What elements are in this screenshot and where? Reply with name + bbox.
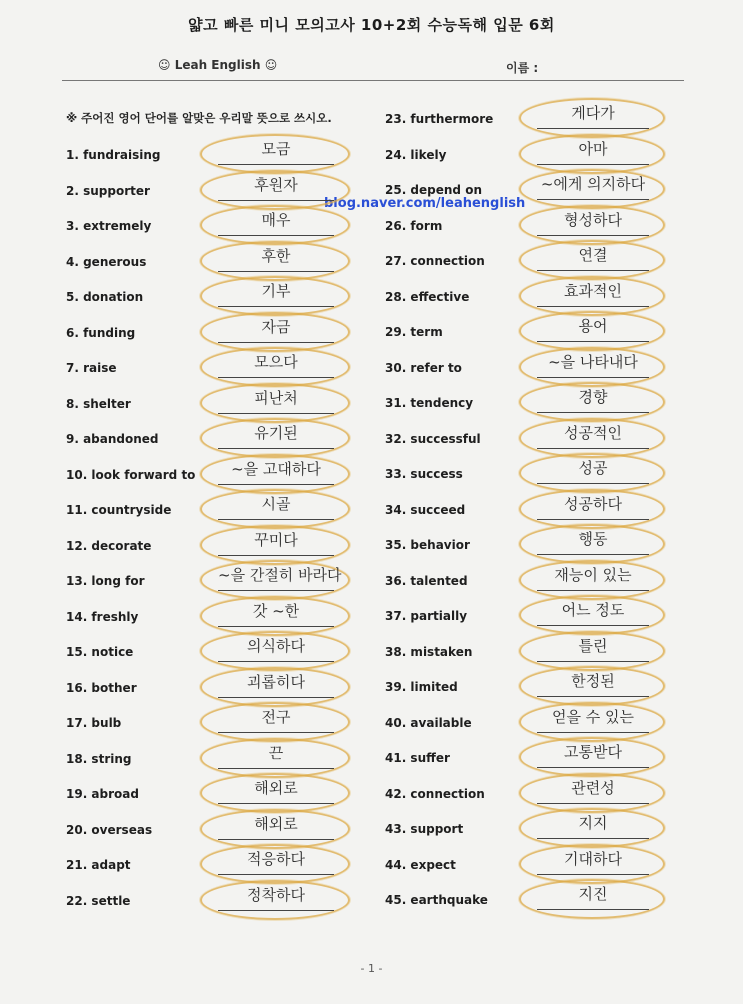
vocab-word: 23. furthermore: [385, 112, 494, 126]
answer-blank-line: [218, 377, 334, 378]
handwritten-answer: 지진: [578, 885, 608, 903]
handwritten-answer: 시골: [261, 495, 291, 513]
vocab-row: [66, 317, 366, 346]
vocab-word: 26. form: [385, 218, 443, 233]
handwritten-answer: 유기된: [254, 424, 298, 442]
vocab-word: 37. partially: [385, 609, 468, 623]
handwritten-answer: 효과적인: [564, 281, 622, 300]
blog-watermark: blog.naver.com/leahenglish: [324, 196, 526, 211]
answer-blank-line: [218, 732, 334, 733]
vocab-word: 12. decorate: [66, 538, 152, 553]
vocab-row: [385, 636, 685, 665]
answer-blank-line: [218, 768, 334, 769]
vocab-row: [385, 281, 685, 310]
handwritten-answer: 형성하다: [564, 210, 622, 229]
vocab-word: 7. raise: [66, 361, 117, 375]
answer-blank-line: [218, 839, 334, 840]
vocab-row: [66, 601, 366, 630]
answer-blank-line: [537, 554, 649, 555]
answer-blank-line: [537, 661, 649, 662]
vocab-word: 44. expect: [385, 857, 456, 872]
handwritten-answer: 한정된: [571, 672, 615, 690]
vocab-word: 33. success: [385, 467, 463, 481]
vocab-row: [66, 388, 366, 417]
vocab-word: 4. generous: [66, 254, 147, 269]
vocab-word: 35. behavior: [385, 538, 470, 552]
answer-blank-line: [537, 128, 649, 129]
vocab-word: 42. connection: [385, 786, 485, 801]
handwritten-answer: 꾸미다: [254, 530, 298, 549]
handwritten-answer: 전구: [261, 708, 291, 726]
vocab-row: [385, 707, 685, 736]
answer-blank-line: [218, 235, 334, 236]
vocab-word: 43. support: [385, 822, 464, 836]
vocab-word: 36. talented: [385, 573, 468, 588]
vocab-word: 16. bother: [66, 680, 137, 695]
handwritten-answer: 아마: [578, 139, 608, 158]
answer-blank-line: [537, 235, 649, 236]
answer-blank-line: [218, 271, 334, 272]
vocab-row: [66, 637, 366, 665]
handwritten-answer: 경향: [578, 388, 608, 406]
handwritten-answer: 매우: [261, 211, 291, 229]
answer-blank-line: [218, 342, 334, 343]
vocab-row: [385, 352, 685, 381]
vocab-row: [385, 814, 685, 842]
vocab-word: 40. available: [385, 715, 472, 730]
vocab-row: [66, 566, 366, 594]
vocab-row: [385, 423, 685, 452]
vocab-row: [66, 175, 366, 204]
handwritten-answer: ~을 나타내다: [548, 352, 638, 371]
vocab-word: 25. depend on: [385, 183, 482, 197]
handwritten-answer: 성공적인: [564, 423, 622, 442]
vocab-row: [385, 246, 685, 274]
handwritten-answer: 의식하다: [247, 637, 305, 655]
answer-blank-line: [218, 661, 334, 662]
vocab-row: [66, 743, 366, 772]
vocab-word: 45. earthquake: [385, 893, 488, 907]
handwritten-answer: 지지: [578, 814, 608, 832]
vocab-word: 1. fundraising: [66, 148, 161, 162]
handwritten-answer: 게다가: [571, 104, 615, 122]
vocab-row: [66, 282, 366, 310]
vocab-word: 31. tendency: [385, 396, 474, 410]
answer-blank-line: [218, 874, 334, 875]
vocab-word: 27. connection: [385, 254, 485, 268]
vocab-row: [66, 530, 366, 559]
handwritten-answer: 기대하다: [564, 849, 622, 868]
vocab-word: 29. term: [385, 325, 443, 339]
vocab-row: [66, 779, 366, 807]
vocab-row: [385, 317, 685, 345]
vocab-word: 2. supporter: [66, 183, 150, 198]
vocab-word: 28. effective: [385, 289, 470, 304]
answer-blank-line: [537, 696, 649, 697]
handwritten-answer: 행동: [578, 530, 608, 548]
vocab-row: [385, 601, 685, 629]
vocab-row: [385, 459, 685, 487]
answer-blank-line: [537, 483, 649, 484]
vocab-word: 24. likely: [385, 147, 447, 162]
answer-blank-line: [537, 164, 649, 165]
header-divider: [62, 80, 684, 81]
answer-blank-line: [537, 519, 649, 520]
instruction-text: ※ 주어진 영어 단어를 알맞은 우리말 뜻으로 쓰시오.: [66, 111, 332, 125]
vocab-row: [385, 565, 685, 594]
vocab-word: 6. funding: [66, 325, 136, 340]
answer-blank-line: [537, 412, 649, 413]
vocab-word: 9. abandoned: [66, 432, 159, 446]
answer-blank-line: [218, 164, 334, 165]
handwritten-answer: 모으다: [254, 353, 298, 371]
vocab-row: [385, 530, 685, 558]
vocab-word: 39. limited: [385, 680, 458, 694]
handwritten-answer: 해외로: [254, 779, 298, 797]
handwritten-answer: 자금: [261, 317, 291, 336]
handwritten-answer: 피난처: [254, 388, 298, 407]
page-number: - 1 -: [360, 962, 383, 975]
vocab-row: [66, 424, 366, 452]
name-label: 이름 :: [506, 61, 539, 75]
answer-blank-line: [218, 697, 334, 698]
handwritten-answer: 관련성: [571, 778, 615, 797]
vocab-row: [66, 850, 366, 878]
vocab-row: [385, 672, 685, 700]
vocab-row: [66, 140, 366, 168]
answer-blank-line: [218, 306, 334, 307]
vocab-row: [66, 246, 366, 275]
author-label: ☺ Leah English ☺: [158, 58, 278, 72]
handwritten-answer: 재능이 있는: [554, 565, 632, 584]
handwritten-answer: ~을 고대하다: [231, 459, 321, 478]
answer-blank-line: [537, 874, 649, 875]
answer-blank-line: [537, 732, 649, 733]
vocab-row: [385, 175, 685, 203]
vocab-row: [385, 885, 685, 913]
handwritten-answer: 얻을 수 있는: [552, 707, 634, 726]
vocab-word: 18. string: [66, 751, 132, 766]
vocab-row: [385, 849, 685, 878]
vocab-row: [66, 495, 366, 523]
handwritten-answer: 틀린: [578, 636, 608, 655]
vocab-word: 38. mistaken: [385, 644, 473, 659]
handwritten-answer: 어느 정도: [561, 601, 625, 619]
vocab-row: [66, 353, 366, 381]
vocab-word: 14. freshly: [66, 609, 139, 624]
handwritten-answer: ~을 간절히 바라다: [218, 566, 342, 584]
answer-blank-line: [537, 838, 649, 839]
answer-blank-line: [537, 341, 649, 342]
vocab-row: [385, 104, 685, 132]
vocab-word: 11. countryside: [66, 503, 172, 517]
vocab-row: [385, 494, 685, 523]
vocab-word: 21. adapt: [66, 858, 131, 872]
vocab-row: [385, 778, 685, 807]
vocab-row: [385, 139, 685, 168]
answer-blank-line: [218, 803, 334, 804]
vocab-word: 8. shelter: [66, 396, 131, 411]
vocab-word: 30. refer to: [385, 360, 462, 375]
answer-blank-line: [218, 555, 334, 556]
vocab-row: [66, 885, 366, 914]
handwritten-answer: 해외로: [254, 814, 298, 833]
vocab-word: 34. succeed: [385, 502, 466, 517]
handwritten-answer: ~에게 의지하다: [540, 175, 646, 193]
handwritten-answer: 모금: [261, 140, 291, 158]
vocab-word: 19. abroad: [66, 787, 139, 801]
answer-blank-line: [537, 306, 649, 307]
answer-blank-line: [537, 590, 649, 591]
handwritten-answer: 기부: [261, 282, 291, 300]
vocab-row: [66, 672, 366, 701]
vocab-row: [66, 459, 366, 488]
answer-blank-line: [537, 270, 649, 271]
answer-blank-line: [218, 484, 334, 485]
answer-blank-line: [218, 448, 334, 449]
answer-blank-line: [218, 519, 334, 520]
handwritten-answer: 갓 ~한: [252, 601, 300, 620]
handwritten-answer: 끈: [268, 743, 284, 762]
handwritten-answer: 고통받다: [564, 743, 622, 761]
answer-blank-line: [537, 767, 649, 768]
vocab-word: 22. settle: [66, 893, 131, 908]
answer-blank-line: [218, 413, 334, 414]
answer-blank-line: [218, 626, 334, 627]
vocab-word: 3. extremely: [66, 219, 152, 233]
answer-blank-line: [537, 199, 649, 200]
handwritten-answer: 괴롭히다: [247, 672, 305, 691]
vocab-row: [66, 211, 366, 239]
vocab-word: 5. donation: [66, 290, 144, 304]
answer-blank-line: [537, 377, 649, 378]
answer-blank-line: [218, 910, 334, 911]
handwritten-answer: 후한: [261, 246, 291, 265]
handwritten-answer: 연결: [578, 246, 608, 264]
answer-blank-line: [537, 909, 649, 910]
answer-blank-line: [537, 625, 649, 626]
vocab-word: 13. long for: [66, 574, 145, 588]
answer-blank-line: [218, 200, 334, 201]
vocab-word: 17. bulb: [66, 716, 122, 730]
handwritten-answer: 후원자: [254, 175, 298, 194]
vocab-row: [66, 814, 366, 843]
handwritten-answer: 용어: [578, 317, 608, 335]
handwritten-answer: 성공하다: [564, 494, 622, 513]
handwritten-answer: 적응하다: [247, 850, 305, 868]
answer-blank-line: [537, 803, 649, 804]
vocab-row: [385, 210, 685, 239]
vocab-row: [385, 743, 685, 771]
answer-blank-line: [218, 590, 334, 591]
vocab-row: [385, 388, 685, 416]
vocab-word: 32. successful: [385, 431, 481, 446]
vocab-word: 20. overseas: [66, 822, 153, 837]
vocab-word: 15. notice: [66, 645, 134, 659]
vocab-row: [66, 708, 366, 736]
vocab-word: 10. look forward to: [66, 467, 196, 482]
handwritten-answer: 성공: [578, 459, 608, 477]
vocab-word: 41. suffer: [385, 751, 450, 765]
worksheet-title: 얇고 빠른 미니 모의고사 10+2회 수능독해 입문 6회: [188, 16, 555, 34]
handwritten-answer: 정착하다: [247, 885, 305, 904]
answer-blank-line: [537, 448, 649, 449]
